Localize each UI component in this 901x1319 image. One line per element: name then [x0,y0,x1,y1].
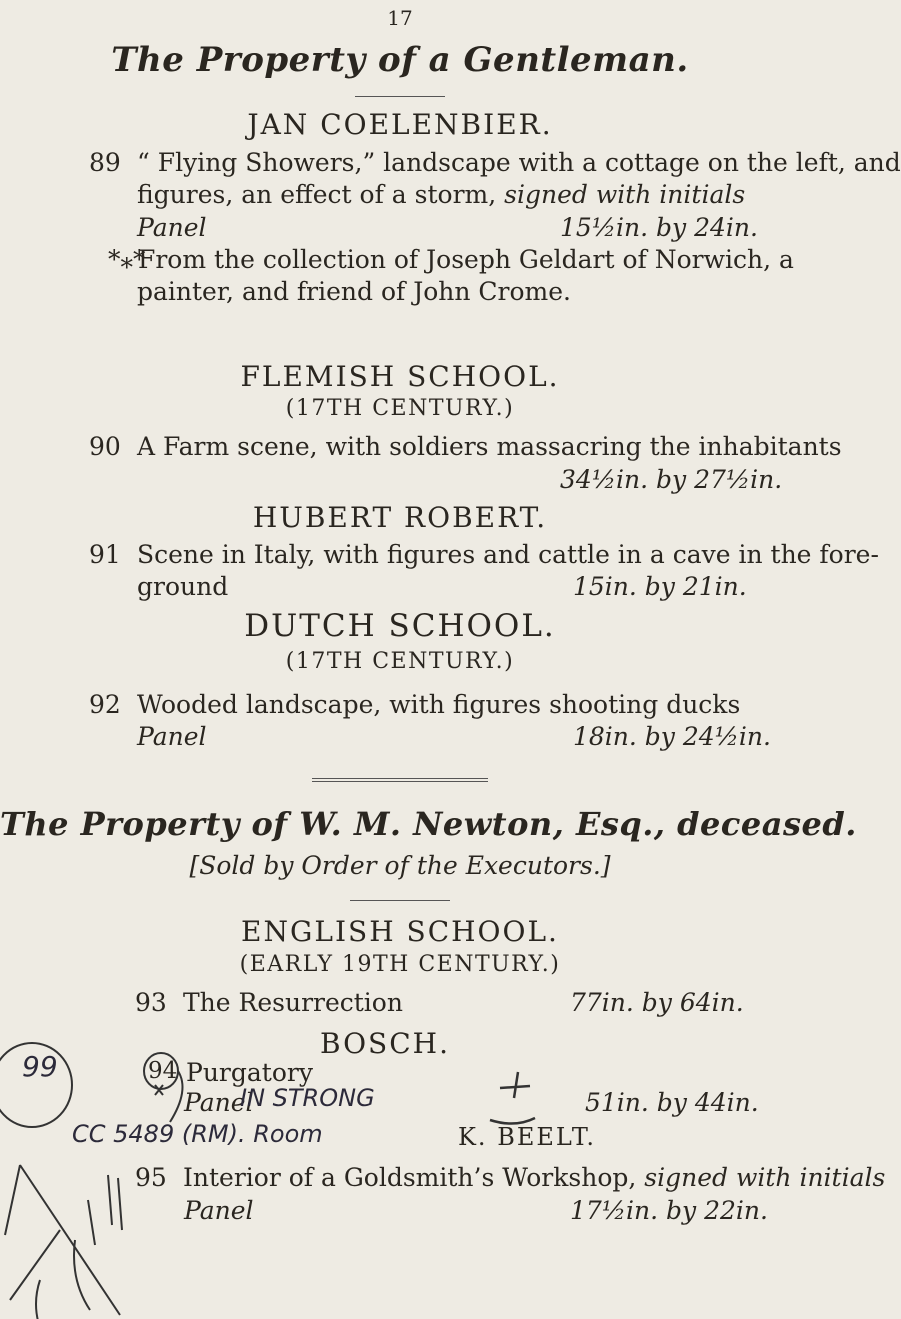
pencil-marks [0,1040,800,1319]
asterism-icon: *⁎* [108,245,146,274]
school-heading-flemish: FLEMISH SCHOOL. [240,360,560,393]
lot-89 [89,148,901,177]
provenance-subtitle: [Sold by Order of the Executors.] [189,851,611,880]
lot-92-size: 18in. by 24½in. [573,722,771,751]
lot-number: 92 [89,690,121,719]
lot-description: Wooded landscape, with figures shooting ducks [137,690,741,719]
lot-95-medium: Panel [184,1196,254,1225]
lot-description: “ Flying Showers,” landscape with a cottage on the left, and [137,148,901,177]
lot-number: 94 [148,1058,178,1084]
lot-91-size: 15in. by 21in. [573,572,747,601]
lot-description: Interior of a Goldsmith’s Workshop, [183,1163,645,1192]
lot-94-title: Purgatory [186,1058,313,1087]
lot-89-note [108,245,794,274]
cross-mark [155,1085,163,1095]
lot-signature-note: signed with initials [644,1163,886,1192]
lot-number: 95 [135,1163,167,1192]
lot-number: 93 [135,988,167,1017]
century-heading-3: (EARLY 19TH CENTURY.) [239,952,561,977]
lot-93-size: 77in. by 64in. [570,988,744,1017]
lot-description-cont: figures, an effect of a storm, [137,180,505,209]
lot-title: The Resurrection [183,988,403,1017]
lot-89-line2 [137,180,745,209]
note-text: From the collection of Joseph Geldart of Norwich, a [138,245,794,274]
lot-signature-note: signed with initials [504,180,746,209]
artist-heading-coelenbier: JAN COELENBIER. [247,108,553,141]
lot-94-medium: Panel [184,1088,254,1117]
handwritten-note-1: IN STRONG [240,1084,375,1112]
lot-description: A Farm scene, with soldiers massacring the inhabitants [137,432,842,461]
lot-circle-mark [144,1053,178,1089]
provenance-heading-1: The Property of a Gentleman. [111,40,689,80]
century-heading-1: (17TH CENTURY.) [285,396,515,421]
lot-91-line2: ground [137,572,229,601]
lot-number: 89 [89,148,121,177]
divider-double-bottom [312,781,488,782]
scribble-mark [490,1072,535,1124]
school-heading-english: ENGLISH SCHOOL. [241,915,559,948]
provenance-heading-2: The Property of W. M. Newton, Esq., deceased. [0,805,857,843]
divider-short [355,96,445,97]
lot-94-size: 51in. by 44in. [585,1088,759,1117]
century-heading-2: (17TH CENTURY.) [285,649,515,674]
lot-89-note-line2: painter, and friend of John Crome. [137,277,571,306]
handwritten-note-2: CC 5489 (RM). Room [72,1120,323,1148]
lot-number: 90 [89,432,121,461]
diagonal-strokes [5,1165,120,1315]
divider-double-top [312,778,488,779]
lot-90 [89,432,842,461]
lot-92-medium: Panel [137,722,207,751]
lot-89-medium: Panel [137,213,207,242]
divider-short-2 [350,900,450,901]
artist-heading-bosch: BOSCH. [320,1027,450,1060]
artist-heading-robert: HUBERT ROBERT. [252,501,548,534]
margin-number: 99 [22,1050,58,1083]
lot-92 [89,690,740,719]
lot-number: 91 [89,540,121,569]
page-number: 17 [387,6,413,30]
lot-90-size: 34½in. by 27½in. [560,465,783,494]
lot-description: Scene in Italy, with figures and cattle in a cave in the fore- [137,540,879,569]
artist-heading-beelt: K. BEELT. [458,1123,596,1151]
lot-91 [89,540,879,569]
lot-93 [135,988,403,1017]
lot-89-size: 15½in. by 24in. [560,213,758,242]
lot-95-size: 17½in. by 22in. [570,1196,768,1225]
school-heading-dutch: DUTCH SCHOOL. [244,608,556,644]
